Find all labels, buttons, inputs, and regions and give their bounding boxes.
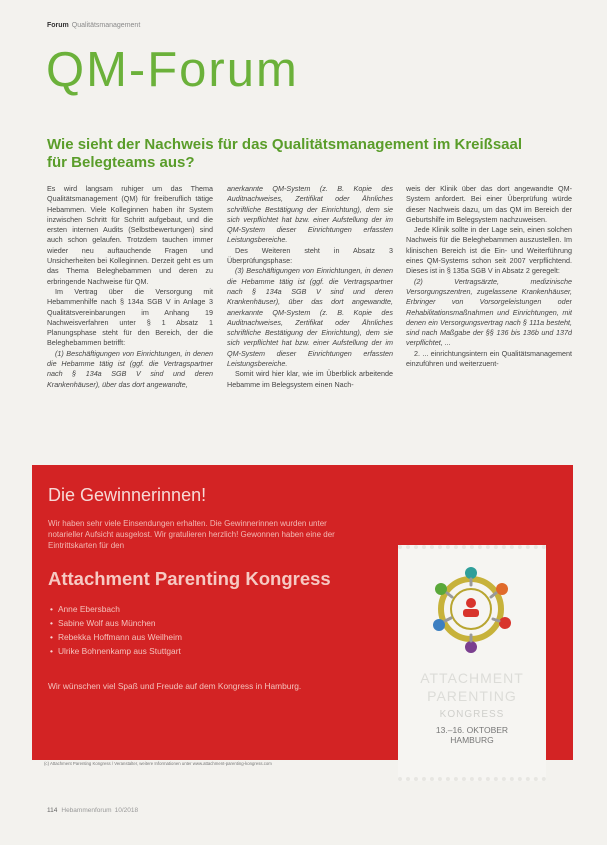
list-item: • Sabine Wolf aus München xyxy=(50,616,182,630)
column-3 xyxy=(406,184,572,446)
running-head-subsection: Qualitätsmanagement xyxy=(71,22,141,29)
article-body xyxy=(47,184,572,446)
paragraph: Jede Klinik sollte in der Lage sein, einen solchen Nachweis für die Beleghebammen auszustellen. Im klinischen Bereich ist die Ein- und Weiterführung eines QM-Systems schon seit 2007 verpflichtend. Dieses ist in § 135a SGB V in Absatz 2 geregelt: xyxy=(406,225,572,276)
column-2 xyxy=(227,184,393,446)
page-footer xyxy=(47,807,138,814)
list-item: • Rebekka Hoffmann aus Weilheim xyxy=(50,630,182,644)
column-1 xyxy=(47,184,213,446)
winners-list xyxy=(50,602,182,658)
article-headline: Wie sieht der Nachweis für das Qualitätsmanagement im Kreißsaal für Belegteams aus? xyxy=(47,136,523,171)
image-caption: (c) Attachment Parenting Kongress / Veranstalter, weitere Informationen unter www.attachment-parenting-kongress.com xyxy=(44,761,272,766)
paragraph: 2. ... einrichtungsintern ein Qualitätsmanagement einzuführen und weiterzuent- xyxy=(406,348,572,369)
paragraph: Es wird langsam ruhiger um das Thema Qualitätsmanagement (QM) für freiberuflich tätige Hebammen. Viele Kolleginnen haben ihr System inzwischen Schritt für Schritt aufgebaut, und die ersten internen Audits (Selbstbewertungen) sind auch schon gelaufen. Trotzdem tauchen immer wieder neu auftauchende Fragen und Unsicherheiten bei Kolleginnen. Derzeit geht es um das Thema Beleghebammen und deren zu erbringende Nachweise für QM. xyxy=(47,184,213,286)
running-head xyxy=(47,22,140,29)
paragraph: weis der Klinik über das dort angewandte QM-System anfordert. Bei einer Überprüfung würde dieser Nachweis dazu, um das QM im Bereich der Geburtshilfe im Belegsystem nachzuweisen. xyxy=(406,184,572,224)
page-title: QM-Forum xyxy=(46,43,299,97)
ticket-line-2: PARENTING xyxy=(427,688,517,704)
list-item: • Ulrike Bohnenkamp aus Stuttgart xyxy=(50,644,182,658)
journal-name: Hebammenforum xyxy=(61,807,112,814)
conference-name: Attachment Parenting Kongress xyxy=(48,568,331,589)
winners-outro: Wir wünschen viel Spaß und Freude auf dem Kongress in Hamburg. xyxy=(48,681,302,691)
winners-intro: Wir haben sehr viele Einsendungen erhalten. Die Gewinnerinnen wurden unter notarieller Aufsicht ausgelost. Wir gratulieren herzlich! Gewonnen haben eine der Eintrittskarten für den xyxy=(48,519,335,550)
page-number: 114 xyxy=(47,807,58,814)
running-head-section: Forum xyxy=(47,22,69,29)
quote-paragraph: (1) Beschäftigungen von Einrichtungen, in denen die Hebamme tätig ist (ggf. die Vertragspartner nach § 134a SGB V sind und deren Krankenhäuser), über das dort angewandte, xyxy=(47,348,213,389)
quote-paragraph: (3) Beschäftigungen von Einrichtungen, in denen die Hebamme tätig ist (ggf. die Vertragspartner nach § 134a SGB V sind und deren Krankenhäuser), über das dort angewandte, anerkannte QM-System (z. B. Kopie des Auditnachweises, Zertifikat oder Ähnliches schriftliche Bestätigung der Einrichtung), dem sie sich verpflichtet hat bzw. einer Aufstellung der im QM-System dieser Einrichtungen erfassten Leistungsbereiche. xyxy=(227,266,393,369)
list-item: • Anne Ebersbach xyxy=(50,602,182,616)
paragraph: Im Vertrag über die Versorgung mit Hebammenhilfe nach § 134a SGB V in Anlage 3 Qualitätsvereinbarungen im Anhang 19 Nachweisverfahren unter § 1 Absatz 1 Planungsphase steht für den Bereich, der die Beleghebammen betrifft: xyxy=(47,286,213,348)
ticket-line-3: KONGRESS xyxy=(439,709,505,720)
conference-ticket xyxy=(398,545,546,781)
ticket-line-1: ATTACHMENT xyxy=(420,670,524,686)
ticket-city: HAMBURG xyxy=(450,735,494,745)
paragraph: Des Weiteren steht in Absatz 3 Überprüfungsphase: xyxy=(227,245,393,266)
ticket-dates: 13.–16. OKTOBER xyxy=(435,725,509,735)
quote-paragraph: (2) Vertragsärzte, medizinische Versorgungszentren, zugelassene Krankenhäuser, Erbringer von Vorsorgeleistungen oder Rehabilitationsmaßnahmen und Einrichtungen, mit denen ein Versorgungsvertrag nach § 111a besteht, sind nach Maßgabe der §§ 136 bis 136b und 137d verpflichtet, ... xyxy=(406,276,572,348)
conference-logo-icon xyxy=(425,563,517,655)
paragraph: Somit wird hier klar, wie im Überblick arbeitende Hebamme im Belegsystem einen Nach- xyxy=(227,369,393,389)
quote-paragraph: anerkannte QM-System (z. B. Kopie des Auditnachweises, Zertifikat oder Ähnliches schriftliche Bestätigung der Einrichtung), dem sie sich verpflichtet hat bzw. einer Aufstellung der im QM-System dieser Einrichtungen erfassten Leistungsbereiche. xyxy=(227,184,393,245)
winners-heading: Die Gewinnerinnen! xyxy=(48,485,207,505)
issue-number: 10/2018 xyxy=(114,807,139,814)
